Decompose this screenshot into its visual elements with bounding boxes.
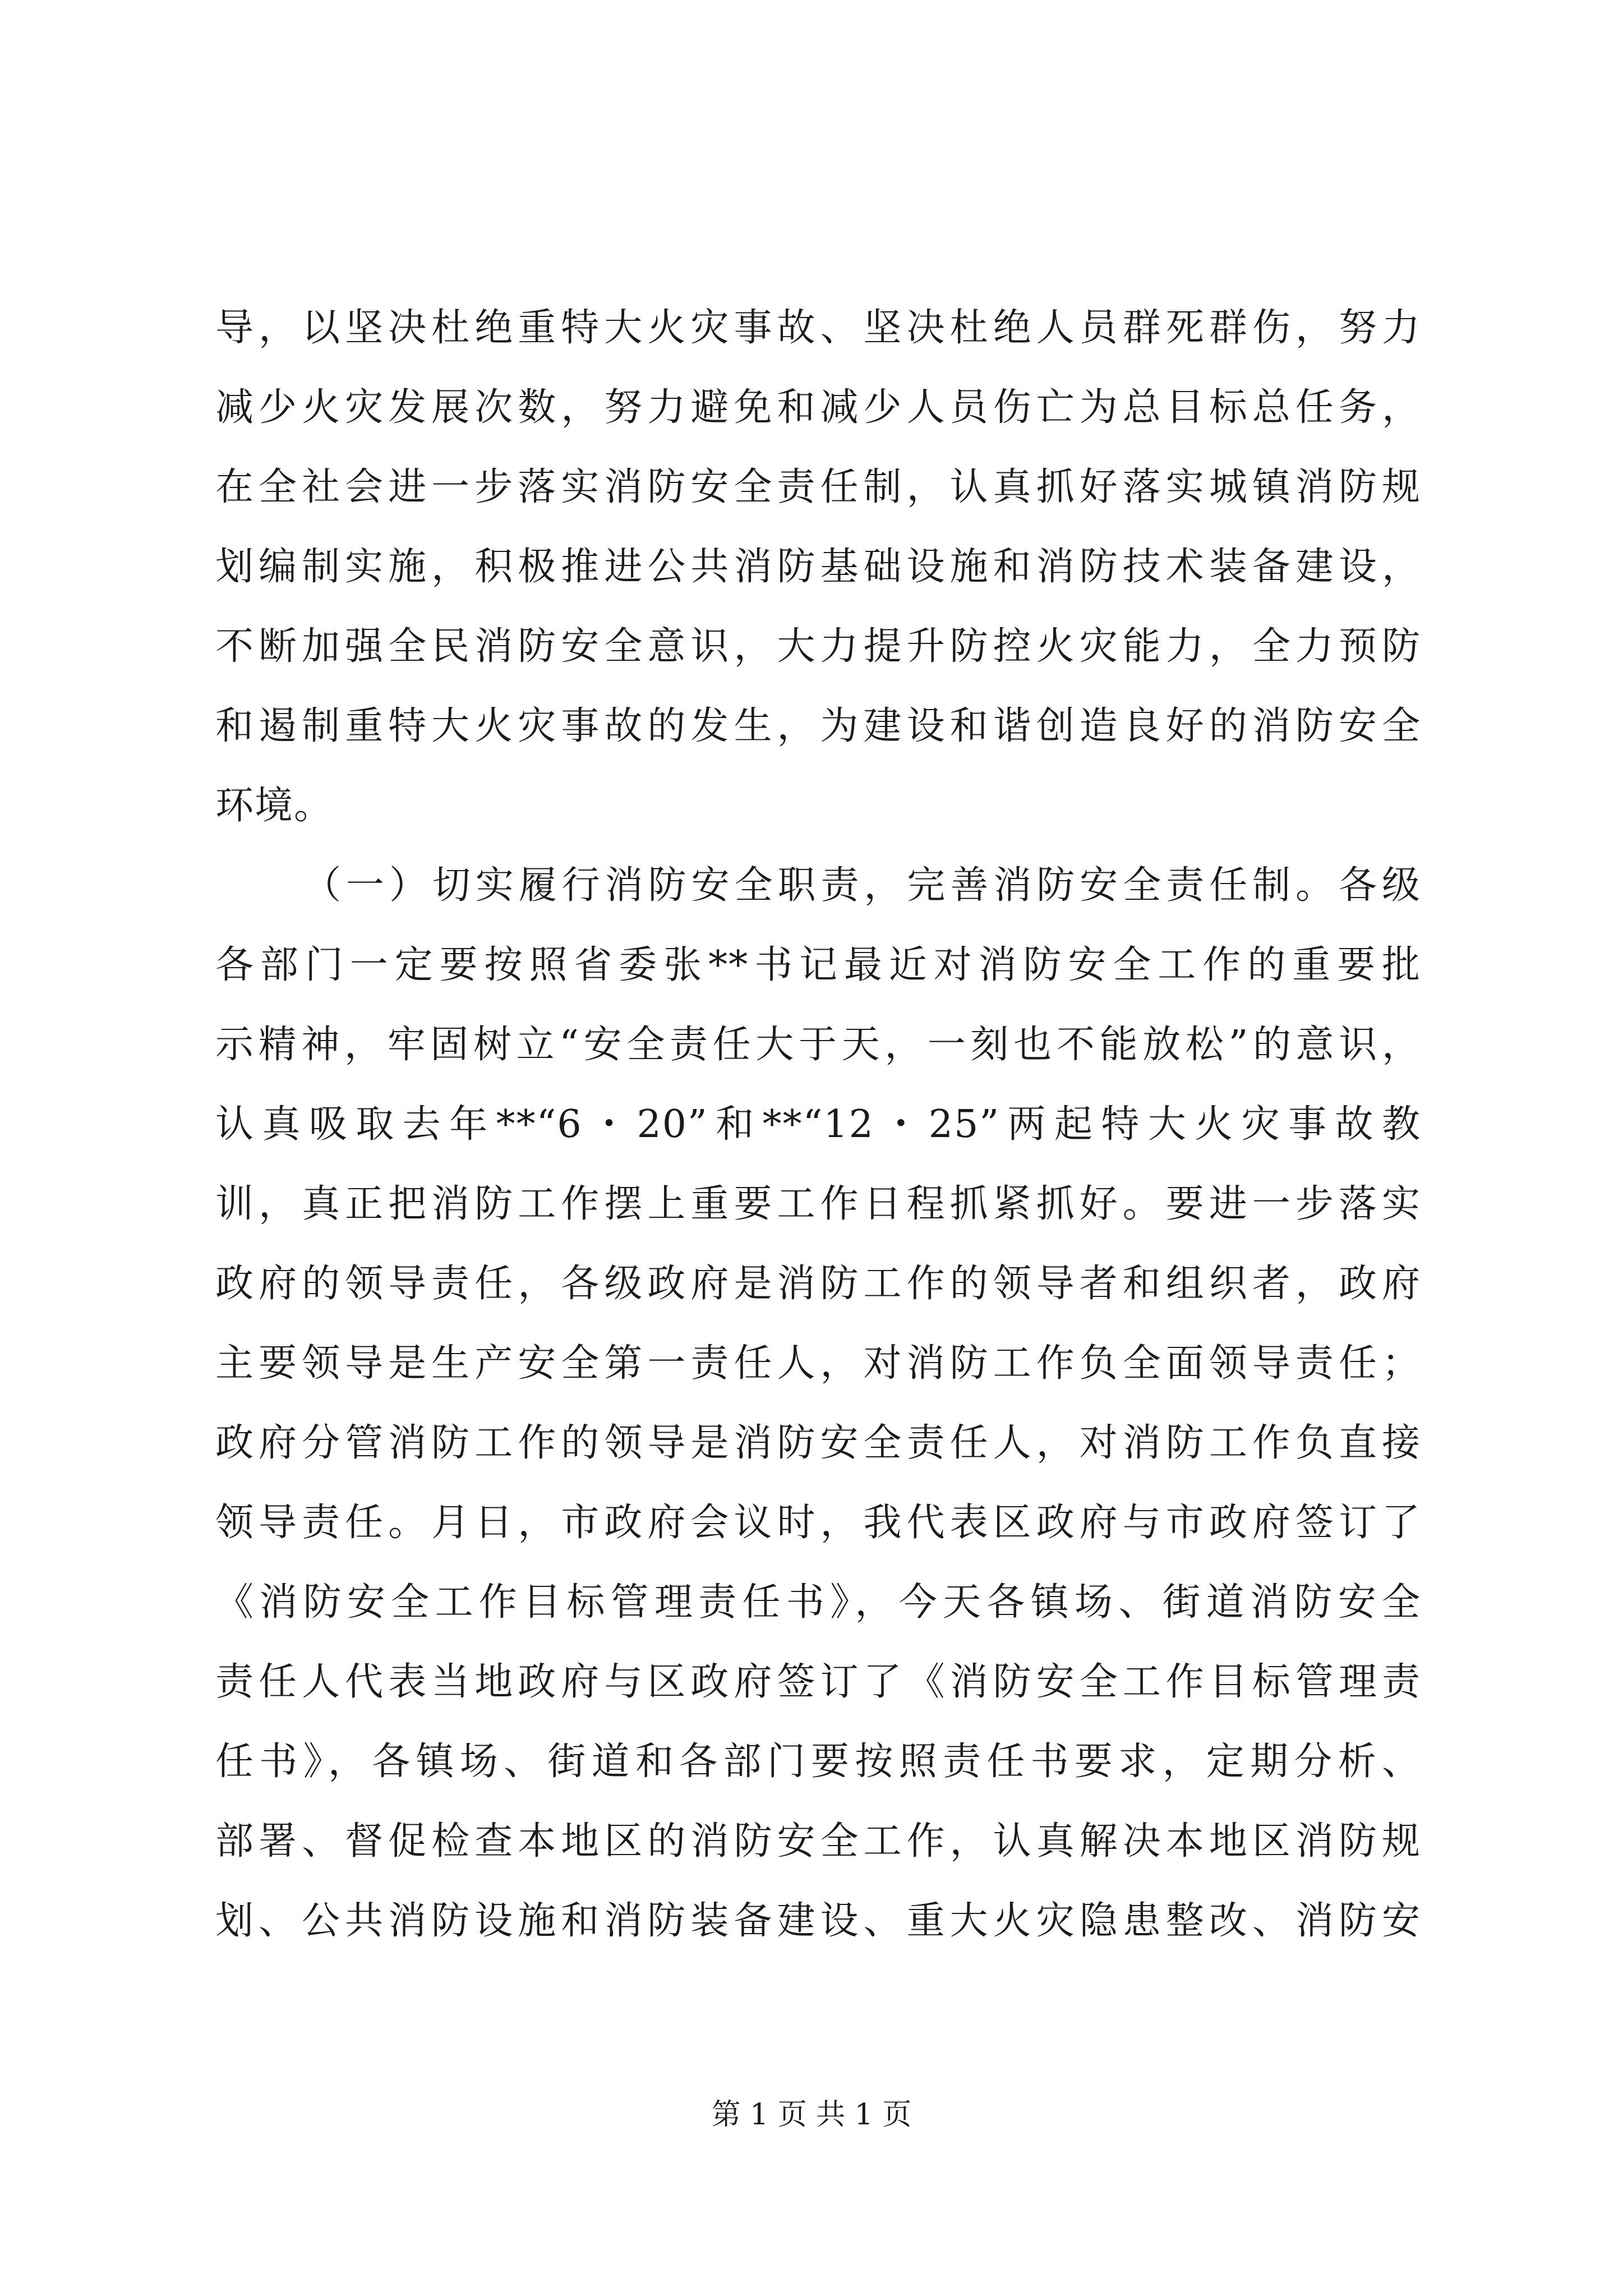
paragraph-2-line-3: 示精神，牢固树立“安全责任大于天，一刻也不能放松”的意识，: [215, 1023, 1421, 1067]
paragraph-2-line-7: 主要领导是生产安全第一责任人，对消防工作负全面领导责任；: [215, 1341, 1421, 1386]
paragraph-1-line-6: 和遏制重特大火灾事故的发生，为建设和谐创造良好的消防安全: [215, 704, 1421, 748]
paragraph-2-line-8: 政府分管消防工作的领导是消防安全责任人，对消防工作负直接: [215, 1421, 1421, 1465]
paragraph-2-line-10: 《消防安全工作目标管理责任书》，今天各镇场、街道消防安全: [215, 1580, 1421, 1625]
paragraph-1-line-5: 不断加强全民消防安全意识，大力提升防控火灾能力，全力预防: [215, 624, 1421, 669]
paragraph-1-line-1: 导，以坚决杜绝重特大火灾事故、坚决杜绝人员群死群伤，努力: [215, 306, 1421, 350]
paragraph-1-line-2: 减少火灾发展次数，努力避免和减少人员伤亡为总目标总任务，: [215, 385, 1421, 430]
paragraph-2-line-4: 认真吸取去年**“6・20”和**“12・25”两起特大火灾事故教: [215, 1102, 1421, 1147]
page-number-footer: 第 1 页 共 1 页: [711, 2098, 912, 2132]
paragraph-2-line-14: 划、公共消防设施和消防装备建设、重大火灾隐患整改、消防安: [215, 1899, 1421, 1943]
paragraph-2-line-13: 部署、督促检查本地区的消防安全工作，认真解决本地区消防规: [215, 1819, 1421, 1864]
paragraph-2-line-6: 政府的领导责任，各级政府是消防工作的领导者和组织者，政府: [215, 1262, 1421, 1306]
paragraph-1-line-4: 划编制实施，积极推进公共消防基础设施和消防技术装备建设，: [215, 545, 1421, 589]
paragraph-2-line-1: （一）切实履行消防安全职责，完善消防安全责任制。各级: [303, 863, 1421, 908]
paragraph-2-line-11: 责任人代表当地政府与区政府签订了《消防安全工作目标管理责: [215, 1660, 1421, 1704]
paragraph-1-line-7: 环境。: [215, 784, 334, 828]
paragraph-2-line-9: 领导责任。月日，市政府会议时，我代表区政府与市政府签订了: [215, 1501, 1421, 1545]
paragraph-1-line-3: 在全社会进一步落实消防安全责任制，认真抓好落实城镇消防规: [215, 465, 1421, 509]
paragraph-2-line-5: 训，真正把消防工作摆上重要工作日程抓紧抓好。要进一步落实: [215, 1182, 1421, 1226]
paragraph-2-line-12: 任书》，各镇场、街道和各部门要按照责任书要求，定期分析、: [215, 1740, 1421, 1784]
paragraph-2-line-2: 各部门一定要按照省委张**书记最近对消防安全工作的重要批: [215, 943, 1421, 987]
